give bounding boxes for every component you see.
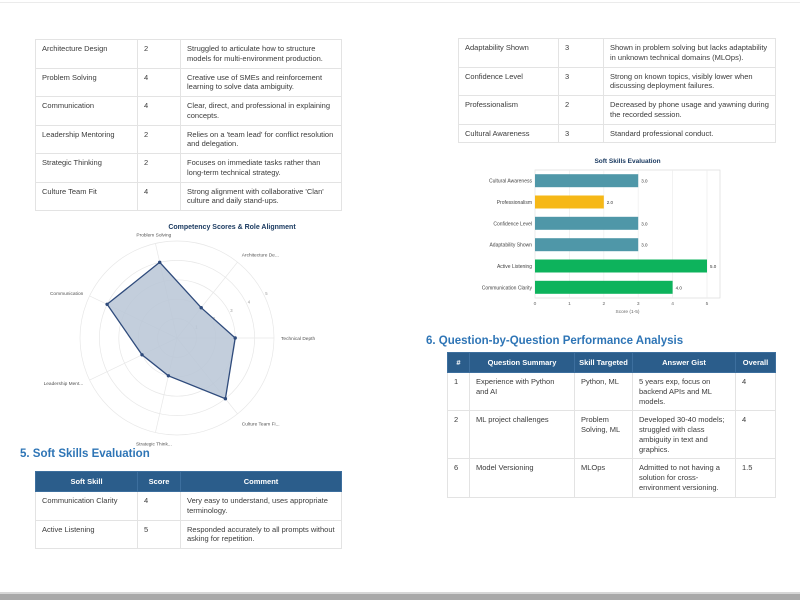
bar-value-label: 3.0: [641, 178, 648, 184]
radar-tick-label: 4: [247, 299, 251, 305]
bar-value-label: 4.0: [675, 285, 682, 291]
table-row: [36, 182, 342, 211]
table-row: [36, 154, 342, 183]
table-row: [459, 124, 776, 143]
bar-chart-title: Soft Skills Evaluation: [594, 158, 661, 165]
table-cell: Responded accurately to all prompts without asking for repetition.: [181, 520, 342, 549]
table-row: [36, 125, 342, 154]
table-cell: Very easy to understand, uses appropriate terminology.: [181, 492, 342, 521]
table-cell: 3: [559, 39, 604, 68]
radar-axis-label: Problem Solving: [136, 233, 172, 239]
bar-x-tick-label: 1: [568, 302, 571, 307]
table-cell: Strategic Thinking: [36, 154, 138, 183]
table-row: [448, 459, 776, 497]
table-cell: 2: [448, 411, 470, 459]
competency-table-body: [36, 40, 342, 211]
column-header-number: #: [448, 353, 470, 373]
table-cell: Strong on known topics, visibly lower when discussing deployment failures.: [604, 67, 776, 96]
radar-data-point: [167, 374, 170, 377]
table-cell: Focuses on immediate tasks rather than long-term technical strategy.: [181, 154, 342, 183]
radar-data-point: [140, 353, 143, 356]
column-header-question-summary: Question Summary: [470, 353, 575, 373]
table-header-row: [448, 353, 776, 373]
column-header-skill-targeted: Skill Targeted: [575, 353, 633, 373]
table-cell: Communication: [36, 97, 138, 126]
radar-data-point: [200, 306, 203, 309]
table-cell: 2: [138, 125, 181, 154]
table-row: [36, 40, 342, 69]
soft-skills-continued-body: [459, 39, 776, 143]
bar-x-tick-label: 5: [705, 302, 709, 307]
table-row: [36, 492, 342, 521]
section-6-heading: 6. Question-by-Question Performance Analysis: [426, 335, 684, 347]
soft-skills-table: [35, 471, 342, 549]
bar-value-label: 2.0: [606, 200, 614, 205]
table-cell: Relies on a 'team lead' for conflict resolution and delegation.: [181, 125, 342, 154]
table-cell: 4: [138, 68, 181, 97]
table-cell: Standard professional conduct.: [604, 124, 776, 143]
table-cell: 4: [138, 182, 181, 211]
bar-value-label: 3.0: [641, 221, 648, 227]
bar-active-listening: [535, 260, 707, 273]
table-cell: MLOps: [575, 459, 633, 497]
radar-tick-label: 5: [265, 290, 268, 296]
radar-data-point: [234, 336, 237, 339]
radar-data-polygon: [107, 262, 235, 398]
table-cell: 3: [559, 67, 604, 96]
table-cell: Shown in problem solving but lacks adaptability in unknown technical domains (MLOps).: [604, 39, 776, 68]
radar-data-point: [105, 303, 108, 306]
table-cell: Confidence Level: [459, 67, 559, 96]
table-cell: ML project challenges: [470, 411, 575, 459]
bar-x-tick-label: 0: [533, 302, 537, 307]
section-5-heading: 5. Soft Skills Evaluation: [20, 448, 150, 460]
radar-axis-label: Strategic Think...: [135, 442, 172, 448]
table-cell: Model Versioning: [470, 459, 575, 497]
column-header-overall: Overall: [736, 353, 776, 373]
table-cell: 4: [736, 411, 776, 459]
table-cell: Adaptability Shown: [459, 39, 559, 68]
soft-skills-table-body: [36, 492, 342, 549]
radar-axis-label: Technical Depth: [281, 337, 316, 342]
bar-category-label: Cultural Awareness: [489, 178, 532, 185]
table-cell: Clear, direct, and professional in explaining concepts.: [181, 97, 342, 126]
table-cell: 4: [138, 492, 181, 521]
table-cell: Creative use of SMEs and reinforcement learning to solve data ambiguity.: [181, 68, 342, 97]
window-bottom-edge: [0, 594, 800, 600]
table-row: [36, 97, 342, 126]
table-cell: Strong alignment with collaborative 'Clan' culture and daily stand-ups.: [181, 182, 342, 211]
bar-value-label: 5.0: [710, 264, 717, 269]
table-cell: Architecture Design: [36, 40, 138, 69]
column-header-soft-skill: Soft Skill: [36, 472, 138, 492]
radar-axis-label: Communication: [49, 291, 84, 297]
table-cell: 1: [448, 373, 470, 411]
table-cell: 4: [736, 373, 776, 411]
top-window-edge-line: [0, 2, 800, 3]
table-cell: 1.5: [736, 459, 776, 497]
bar-confidence-level: [535, 217, 638, 230]
table-cell: 2: [559, 96, 604, 125]
bar-cultural-awareness: [535, 174, 638, 187]
radar-data-point: [158, 261, 161, 264]
bar-value-label: 3.0: [641, 242, 648, 248]
bar-category-label: Active Listening: [496, 264, 532, 270]
table-row: [36, 68, 342, 97]
column-header-answer-gist: Answer Gist: [633, 353, 736, 373]
bar-plot-border: [535, 170, 720, 298]
radar-tick-label: 3: [230, 307, 233, 313]
table-row: [459, 67, 776, 96]
bar-category-label: Professionalism: [496, 200, 532, 206]
question-table-body: [448, 373, 776, 498]
question-performance-table: [447, 352, 776, 498]
bar-x-tick-label: 3: [636, 302, 640, 307]
radar-chart-competency-alignment: [25, 218, 385, 450]
table-cell: Problem Solving: [36, 68, 138, 97]
table-row: [448, 373, 776, 411]
bar-x-tick-label: 2: [602, 302, 606, 307]
radar-axis-label: Leadership Ment...: [43, 382, 84, 388]
table-cell: Culture Team Fit: [36, 182, 138, 211]
bar-category-label: Adaptability Shown: [489, 242, 532, 249]
table-cell: Admitted to not having a solution for cross-environment versioning.: [633, 459, 736, 497]
bar-category-label: Confidence Level: [493, 221, 532, 228]
table-cell: Communication Clarity: [36, 492, 138, 521]
table-row: [36, 520, 342, 549]
table-cell: Cultural Awareness: [459, 124, 559, 143]
table-header-row: [36, 472, 342, 492]
table-row: [459, 96, 776, 125]
competency-table-continued: [35, 39, 342, 211]
table-cell: Experience with Python and AI: [470, 373, 575, 411]
table-cell: Leadership Mentoring: [36, 125, 138, 154]
bar-category-label: Communication Clarity: [481, 285, 532, 292]
bar-x-axis-label: Score (1-5): [615, 310, 640, 315]
table-cell: 3: [559, 124, 604, 143]
bar-communication-clarity: [535, 281, 673, 294]
table-cell: 5 years exp, focus on backend APIs and ML models.: [633, 373, 736, 411]
bar-professionalism: [535, 196, 604, 209]
table-cell: Struggled to articulate how to structure models for multi-environment production.: [181, 40, 342, 69]
table-cell: Problem Solving, ML: [575, 411, 633, 459]
bar-x-tick-label: 4: [671, 302, 674, 307]
table-cell: Active Listening: [36, 520, 138, 549]
radar-chart-title: Competency Scores & Role Alignment: [168, 224, 296, 231]
table-row: [459, 39, 776, 68]
radar-data-point: [224, 397, 227, 400]
radar-axis-label: Architecture De...: [241, 253, 279, 259]
table-cell: 2: [138, 154, 181, 183]
table-cell: 6: [448, 459, 470, 497]
table-cell: 5: [138, 520, 181, 549]
table-cell: Python, ML: [575, 373, 633, 411]
table-cell: Decreased by phone usage and yawning during the recorded session.: [604, 96, 776, 125]
soft-skills-table-head: [36, 472, 342, 492]
bar-chart-soft-skills: [478, 154, 744, 318]
bar-adaptability-shown: [535, 238, 638, 251]
table-cell: 2: [138, 40, 181, 69]
table-row: [448, 411, 776, 459]
table-cell: Developed 30-40 models; struggled with class ambiguity in text and graphics.: [633, 411, 736, 459]
question-table-head: [448, 353, 776, 373]
radar-axis-label: Culture Team Fi...: [241, 422, 280, 428]
table-cell: Professionalism: [459, 96, 559, 125]
column-header-comment: Comment: [181, 472, 342, 492]
soft-skills-table-continued: [458, 38, 776, 143]
table-cell: 4: [138, 97, 181, 126]
column-header-score: Score: [138, 472, 181, 492]
